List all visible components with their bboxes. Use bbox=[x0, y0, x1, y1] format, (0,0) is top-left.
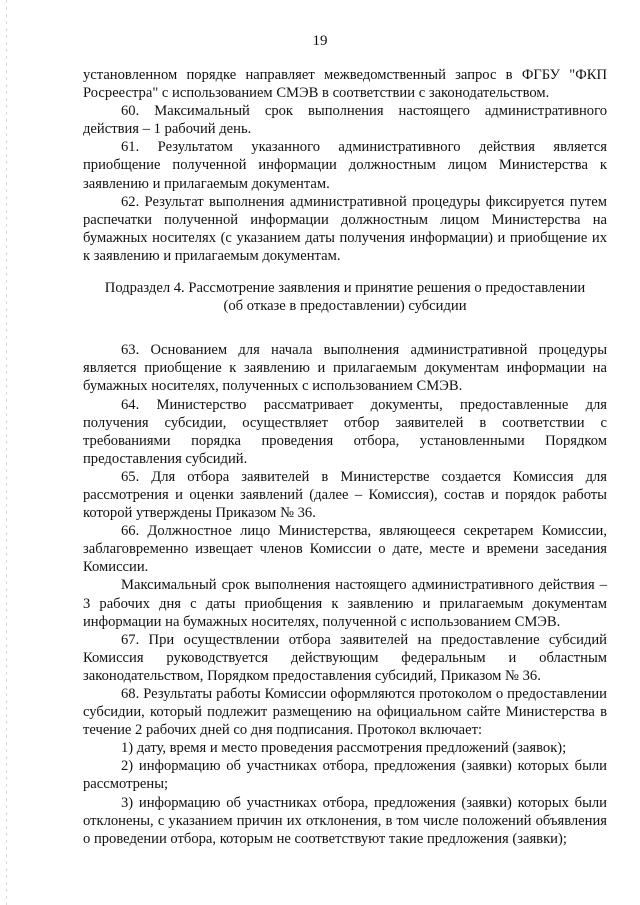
paragraph-68: 68. Результаты работы Комиссии оформляются протоколом о предоставлении субсидии, который подлежит размещению на официальном сайте Министерства в течение 2 рабочих дней со дня подписания. Протокол включает: bbox=[83, 686, 607, 739]
paragraph-62: 62. Результат выполнения административной процедуры фиксируется путем распечатки полученной информации должностным лицом Министерства на бумажных носителях (с указанием даты получения информации) и приобщение их к заявлению и прилагаемым документам. bbox=[83, 193, 607, 264]
scan-edge-mark bbox=[6, 0, 7, 905]
subsection-heading bbox=[83, 279, 607, 315]
subsection-heading-line-1: Подраздел 4. Рассмотрение заявления и принятие решения о предоставлении bbox=[104, 280, 586, 297]
page-number: 19 bbox=[312, 33, 328, 49]
document-body bbox=[83, 66, 607, 848]
paragraph-64: 64. Министерство рассматривает документы, предоставленные для получения субсидии, осуществляет отбор заявителей в соответствии с требованиями порядка проведения отбора, установленными Порядком предоставления субсидий. bbox=[83, 396, 607, 467]
list-item-3: 3) информацию об участниках отбора, предложения (заявки) которых были отклонены, с указанием причин их отклонения, в том числе положений объявления о проведении отбора, которым не соответствуют такие предложения (заявки); bbox=[83, 794, 607, 847]
paragraph-63: 63. Основанием для начала выполнения административной процедуры является приобщение к заявлению и прилагаемым документам информации на бумажных носителях, полученных с использованием СМЭВ. bbox=[83, 342, 607, 395]
paragraph-66: 66. Должностное лицо Министерства, являющееся секретарем Комиссии, заблаговременно извещает членов Комиссии о дате, месте и времени заседания Комиссии. bbox=[83, 523, 607, 576]
paragraph-continuation: установленном порядке направляет межведомственный запрос в ФГБУ "ФКП Росреестра" с использованием СМЭВ в соответствии с законодательством. bbox=[83, 67, 607, 102]
paragraph-60: 60. Максимальный срок выполнения настоящего административного действия – 1 рабочий день. bbox=[83, 103, 607, 138]
subsection-heading-line-2: (об отказе в предоставлении) субсидии bbox=[223, 298, 467, 315]
paragraph-max-term: Максимальный срок выполнения настоящего административного действия – 3 рабочих дня с даты приобщения к заявлению и прилагаемым документам информации на бумажных носителях, полученной с использованием СМЭВ. bbox=[83, 577, 607, 630]
paragraph-67: 67. При осуществлении отбора заявителей на предоставление субсидий Комиссия руководствуется действующим федеральным и областным законодательством, Порядком предоставления субсидий, Приказом № 36. bbox=[83, 631, 607, 684]
paragraph-65: 65. Для отбора заявителей в Министерстве создается Комиссия для рассмотрения и оценки заявлений (далее – Комиссия), состав и порядок работы которой утверждены Приказом № 36. bbox=[83, 468, 607, 522]
list-item-1: 1) дату, время и место проведения рассмотрения предложений (заявок); bbox=[121, 740, 567, 757]
list-item-2: 2) информацию об участниках отбора, предложения (заявки) которых были рассмотрены; bbox=[83, 758, 607, 793]
paragraph-61: 61. Результатом указанного административного действия является приобщение полученной информации должностным лицом Министерства к заявлению и прилагаемым документам. bbox=[83, 139, 607, 192]
